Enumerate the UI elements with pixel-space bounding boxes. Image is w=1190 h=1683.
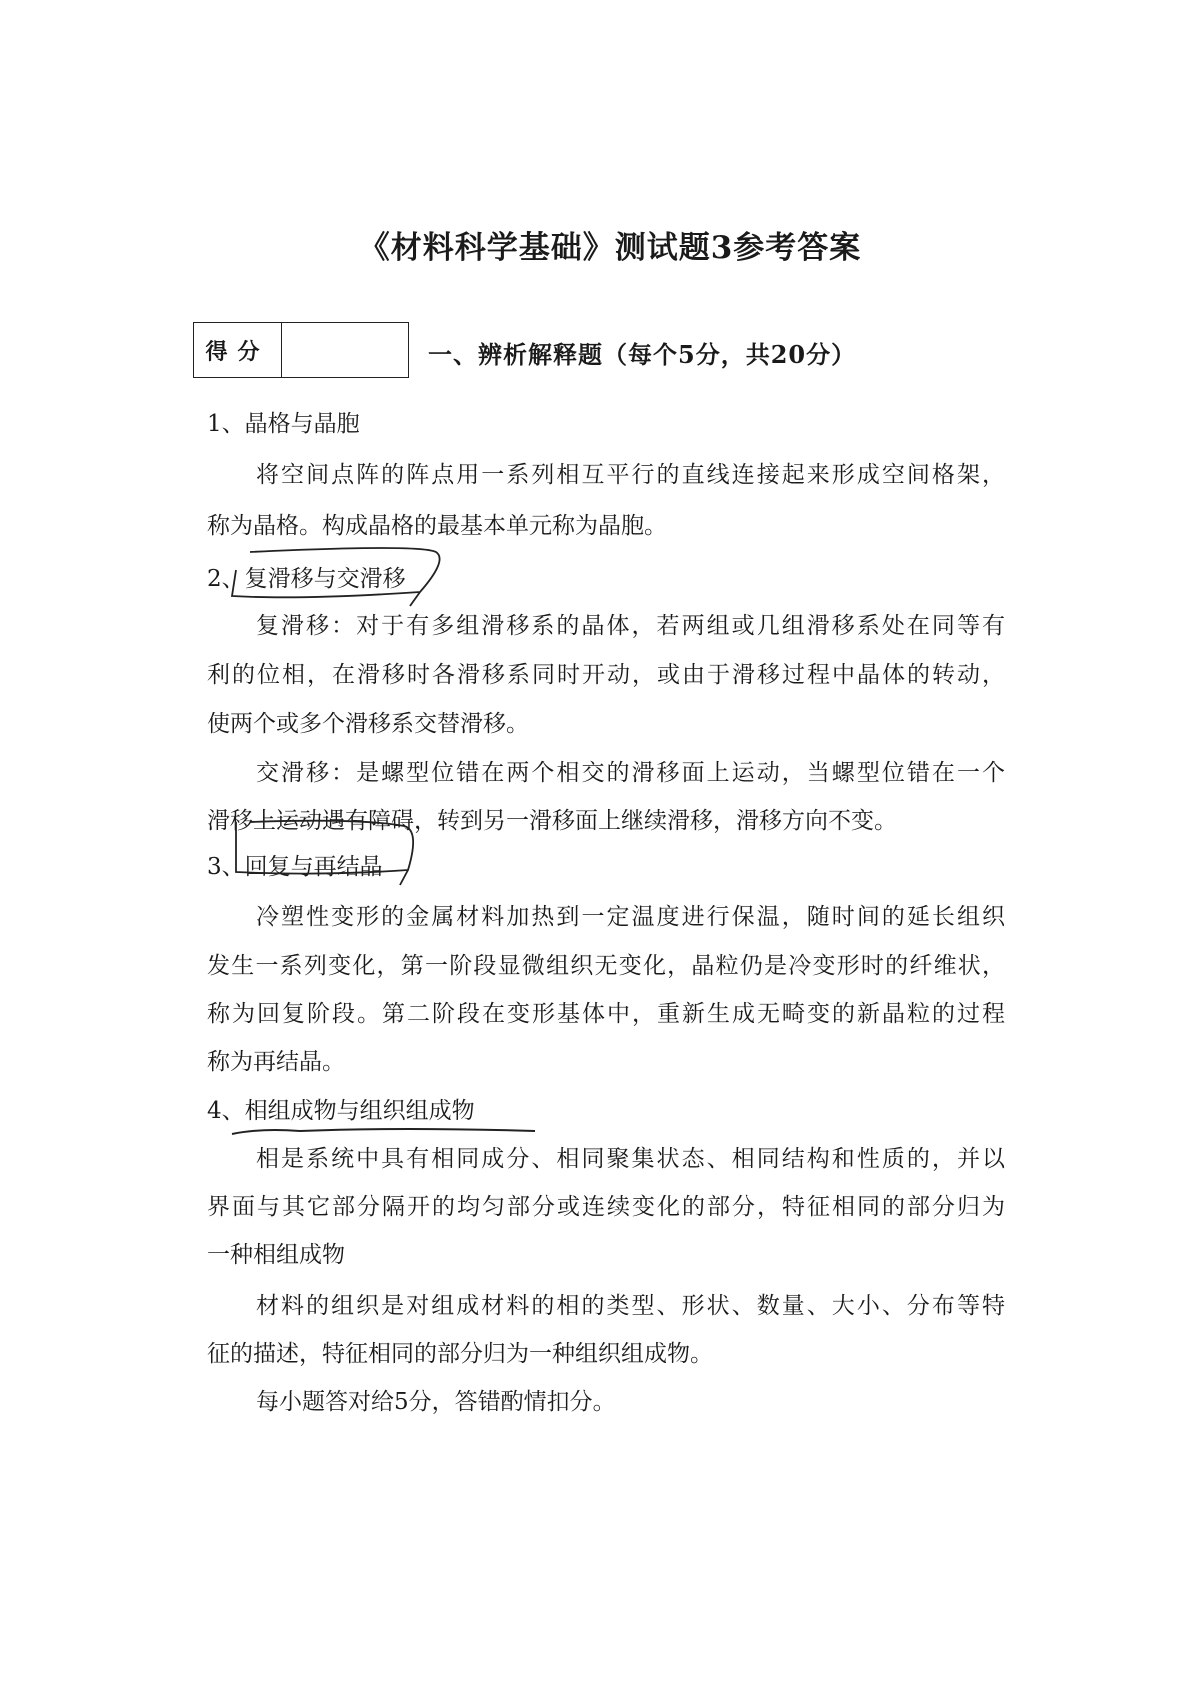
answer-line: 一种相组成物: [207, 1242, 345, 1268]
answer-line: 称为晶格。构成晶格的最基本单元称为晶胞。: [207, 513, 667, 539]
answer-line: 将空间点阵的阵点用一系列相互平行的直线连接起来形成空间格架，: [256, 462, 1005, 488]
answer-line: 发生一系列变化，第一阶段显微组织无变化，晶粒仍是冷变形时的纤维状，: [207, 953, 1005, 979]
item-heading: 4、相组成物与组织组成物: [207, 1098, 475, 1124]
answer-line: 交滑移：是螺型位错在两个相交的滑移面上运动，当螺型位错在一个: [256, 760, 1005, 786]
answer-line: 使两个或多个滑移系交替滑移。: [207, 711, 529, 737]
scoring-note: 每小题答对给5分，答错酌情扣分。: [256, 1389, 616, 1415]
answer-line: 称为再结晶。: [207, 1049, 345, 1075]
answer-line: 冷塑性变形的金属材料加热到一定温度进行保温，随时间的延长组织: [256, 904, 1005, 930]
item-heading: 1、晶格与晶胞: [207, 411, 360, 437]
answer-line: 利的位相，在滑移时各滑移系同时开动，或由于滑移过程中晶体的转动，: [207, 662, 1005, 688]
score-label: 得分: [194, 323, 282, 377]
answer-line: 滑移上运动遇有障碍，转到另一滑移面上继续滑移，滑移方向不变。: [207, 808, 897, 834]
score-value: [282, 323, 408, 377]
answer-line: 复滑移：对于有多组滑移系的晶体，若两组或几组滑移系处在同等有: [256, 613, 1005, 639]
answer-line: 相是系统中具有相同成分、相同聚集状态、相同结构和性质的，并以: [256, 1146, 1005, 1172]
section-heading: 一、辨析解释题（每个5分，共20分）: [428, 340, 857, 369]
item-heading: 2、复滑移与交滑移: [207, 566, 406, 592]
answer-line: 称为回复阶段。第二阶段在变形基体中，重新生成无畸变的新晶粒的过程: [207, 1001, 1005, 1027]
answer-line: 材料的组织是对组成材料的相的类型、形状、数量、大小、分布等特: [256, 1293, 1005, 1319]
answer-line: 征的描述，特征相同的部分归为一种组织组成物。: [207, 1341, 713, 1367]
underline-item-4: [232, 1129, 535, 1134]
document-title: 《材料科学基础》测试题3参考答案: [358, 230, 862, 266]
answer-line: 界面与其它部分隔开的均匀部分或连续变化的部分，特征相同的部分归为: [207, 1194, 1005, 1220]
item-heading: 3、回复与再结晶: [207, 854, 383, 880]
score-box: [193, 322, 409, 378]
